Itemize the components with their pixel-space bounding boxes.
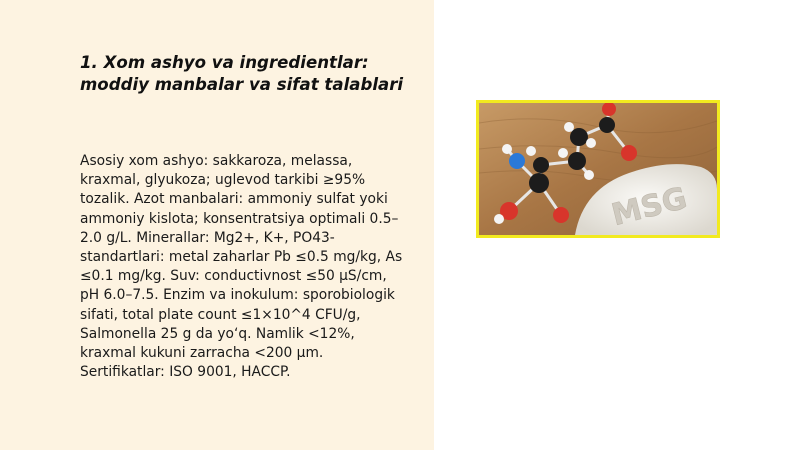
carbon-atom [568,152,586,170]
carbon-atom [570,128,588,146]
salt-label: MSG [608,180,691,234]
msg-molecule-photo [476,100,720,238]
slide-body-text: Asosiy xom ashyo: sakkaroza, melassa, kraxmal, glyukoza; uglevod tarkibi ≥95% tozalik. Azot manbalari: ammoniy sulfat yoki ammoniy kislota; konsentratsiya optimali 0.5–2.0 g/L. Minerallar: Mg2+, K+, PO43- standartlari: metal zaharlar Pb ≤0.5 mg/kg, As ≤0.1 mg/kg. Suv: conductivnost ≤50 µS/cm, pH 6.0–7.5. Enzim va inokulum: sporobiologik sifati, total plate count ≤1×10^4 CFU/g, Salmonella 25 g da yo‘q. Namlik <12%, kraxmal kukuni zarracha <200 µm. Sertifikatlar: ISO 9001, HACCP. [80,153,403,381]
hydrogen-atom [564,122,574,132]
hydrogen-atom [494,214,504,224]
hydrogen-atom [526,146,536,156]
oxygen-atom [553,207,569,223]
carbon-atom [599,117,615,133]
hydrogen-atom [584,170,594,180]
carbon-atom [529,173,549,193]
oxygen-atom [621,145,637,161]
hydrogen-atom [558,148,568,158]
hydrogen-atom [502,144,512,154]
carbon-atom [533,157,549,173]
nitrogen-atom [509,153,525,169]
slide-title: 1. Xom ashyo va ingredientlar: moddiy manbalar va sifat talablari [80,53,404,94]
msg-molecule-illustration [479,103,717,235]
hydrogen-atom [586,138,596,148]
